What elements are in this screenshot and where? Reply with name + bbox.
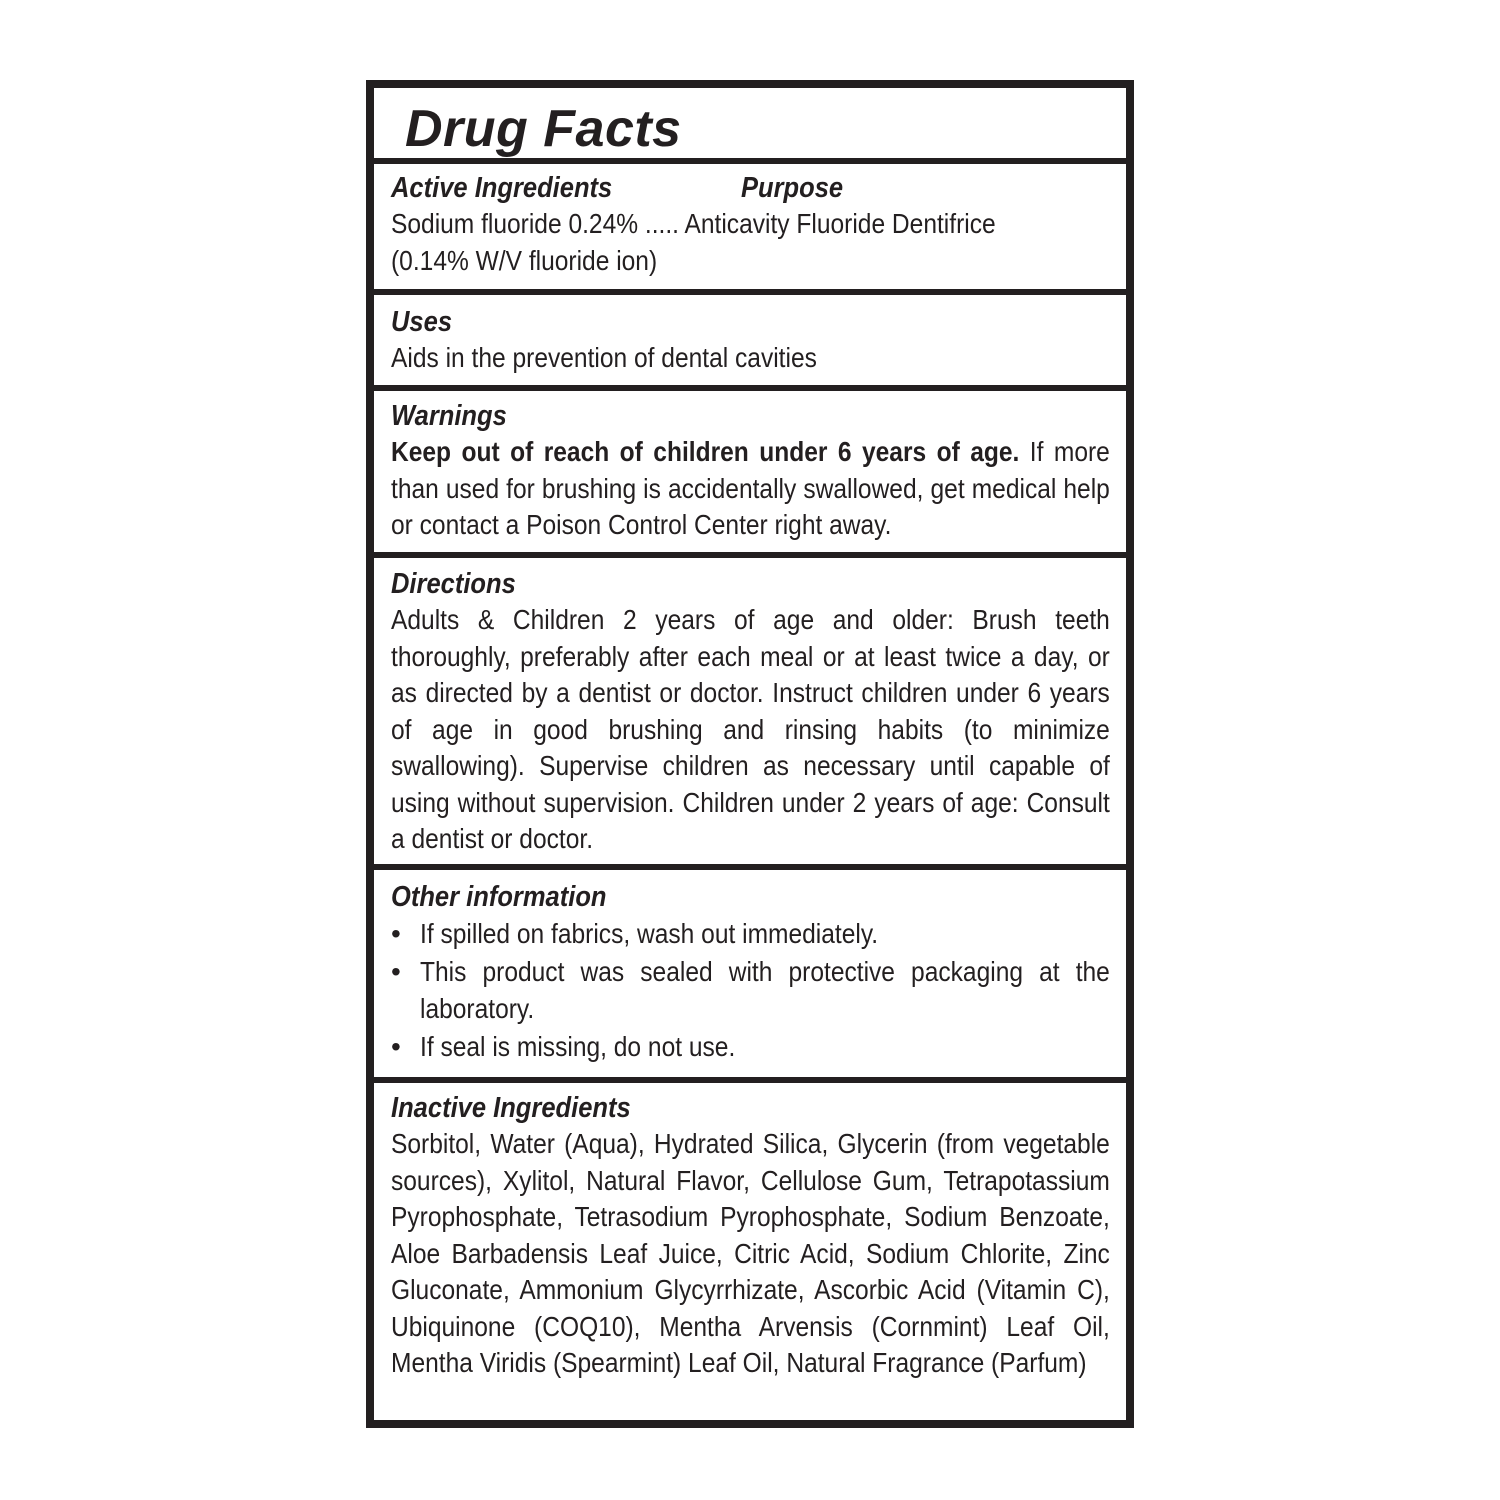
active-ingredients-section [374, 170, 1126, 290]
inactive-ingredients-text: Sorbitol, Water (Aqua), Hydrated Silica, Glycerin (from vegetable sources), Xylitol, Natural Flavor, Cellulose Gum, Tetrapotassium Pyrophosphate, Tetrasodium Pyrophosphate, Sodium Benzoate, Aloe Barbadensis Leaf Juice, Citric Acid, Sodium Chlorite, Zinc Gluconate, Ammonium Glycyrrhizate, Ascorbic Acid (Vitamin C), Ubiquinone (COQ10), Mentha Arvensis (Cornmint) Leaf Oil, Mentha Viridis (Spearmint) Leaf Oil, Natural Fragrance (Parfum) [391, 1128, 1110, 1378]
section-divider [374, 552, 1126, 558]
section-divider [374, 289, 1126, 295]
section-divider [374, 864, 1126, 870]
directions-section [374, 566, 1126, 868]
title-section [374, 94, 1126, 160]
warnings-body [391, 434, 1110, 544]
uses-heading: Uses [391, 306, 453, 338]
uses-section [374, 304, 1126, 384]
list-item-text: If seal is missing, do not use. [420, 1030, 736, 1062]
drug-facts-panel [366, 80, 1134, 1428]
panel-title: Drug Facts [405, 100, 682, 158]
warnings-heading: Warnings [391, 400, 507, 432]
other-information-list [391, 915, 1110, 1065]
other-information-heading: Other information [391, 881, 607, 913]
section-divider [374, 1077, 1126, 1083]
list-item-text: If spilled on fabrics, wash out immediately. [420, 918, 879, 949]
warnings-text: If more than used for brushing is accidentally swallowed, get medical help or contact a Poison Control Center right away. [391, 436, 1110, 540]
purpose-text: Anticavity Fluoride Dentifrice [684, 208, 996, 239]
active-ingredient-row [391, 206, 1110, 243]
active-ingredients-heading: Active Ingredients [391, 172, 613, 204]
directions-text: Adults & Children 2 years of age and older: Brush teeth thoroughly, preferably after each meal or at least twice a day, or as directed by a dentist or doctor. Instruct children under 6 years of age in good brushing and rinsing habits (to minimize swallowing). Supervise children as necessary until capable of using without supervision. Children under 2 years of age: Consult a dentist or doctor. [391, 604, 1110, 854]
purpose-heading: Purpose [741, 172, 844, 204]
section-divider [374, 158, 1126, 164]
bullet-icon: • [391, 1030, 401, 1062]
directions-heading: Directions [391, 568, 516, 600]
active-ingredient-note: (0.14% W/V fluoride ion) [391, 244, 658, 276]
uses-text: Aids in the prevention of dental cavities [391, 342, 817, 373]
section-divider [374, 385, 1126, 391]
list-item [391, 953, 1110, 1028]
list-item [391, 1028, 1110, 1066]
warnings-section [374, 398, 1126, 552]
list-item [391, 915, 1110, 953]
other-information-section [374, 879, 1126, 1077]
bullet-icon: • [391, 955, 401, 987]
inactive-ingredients-heading: Inactive Ingredients [391, 1092, 631, 1124]
active-headings-row [391, 170, 1110, 206]
active-ingredient-line: Sodium fluoride 0.24% ..... [391, 208, 680, 239]
bullet-icon: • [391, 918, 401, 949]
warnings-bold-text: Keep out of reach of children under 6 years of age. [391, 436, 1020, 467]
inactive-ingredients-section [374, 1090, 1126, 1420]
list-item-text: This product was sealed with protective packaging at the laboratory. [420, 955, 1110, 1024]
